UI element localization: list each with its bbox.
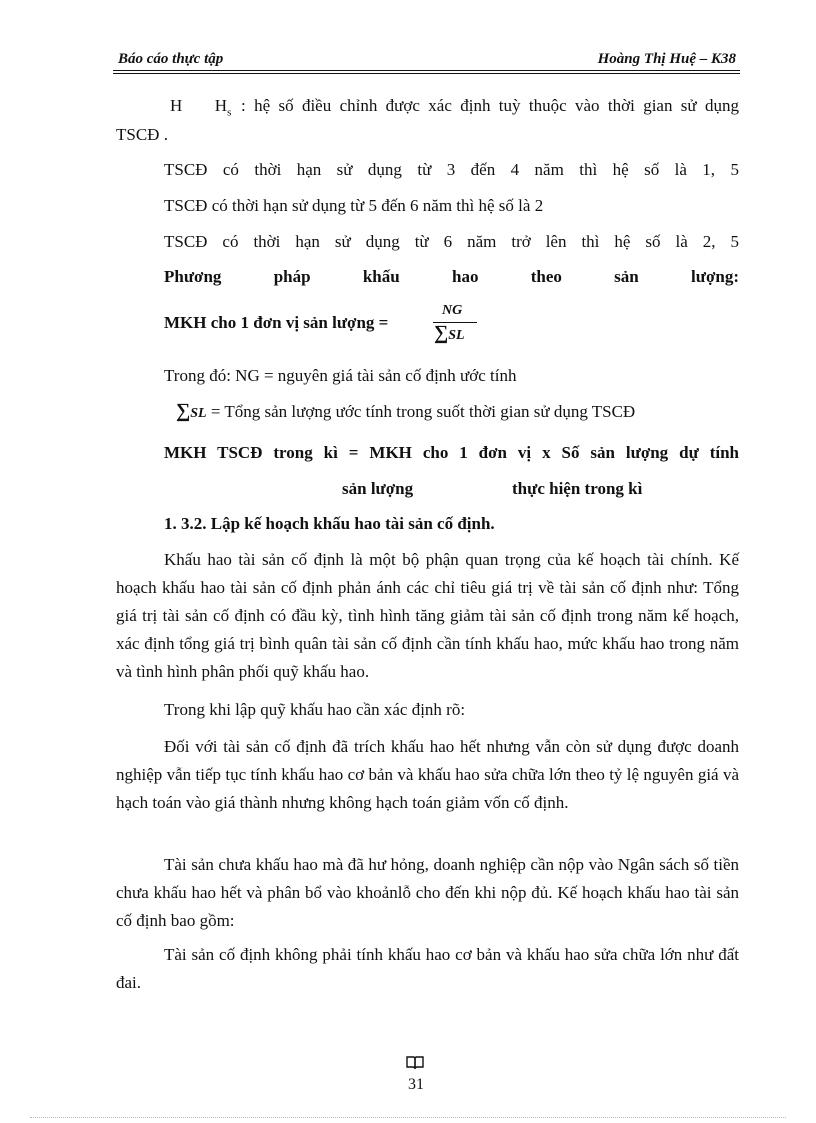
fraction-numerator: NG: [442, 303, 463, 318]
hs-subscript: s: [227, 106, 232, 119]
rule-1: TSCĐ có thời hạn sử dụng từ 3 đến 4 năm thì hệ số là 1, 5: [164, 160, 739, 179]
sl-definition: ∑SL = Tổng sản lượng ước tính trong suốt thời gian sử dụng TSCĐ: [176, 400, 636, 422]
hs-prefix: H: [170, 96, 183, 115]
mkh-period: MKH TSCĐ trong kì = MKH cho 1 đơn vị x Số sản lượng dự tính: [164, 443, 739, 462]
hs-symbol: H: [214, 96, 228, 115]
fraction-denominator: ∑SL: [434, 322, 465, 344]
paragraph-3: Đối với tài sản cố định đã trích khấu hao hết nhưng vẫn còn sử dụng được doanh nghiệp vẫn tiếp tục tính khấu hao cơ bản và khấu hao sửa chữa lớn theo tỷ lệ nguyên giá và hạch toán vào giá thành nhưng không hạch toán giảm vốn cố định.: [116, 737, 739, 812]
paragraph-5: Tài sản cố định không phải tính khấu hao cơ bản và khấu hao sửa chữa lớn như đất đai.: [116, 945, 739, 992]
page-number: 31: [408, 1076, 424, 1093]
rule-3: TSCĐ có thời hạn sử dụng từ 6 năm trở lên thì hệ số là 2, 5: [164, 232, 739, 251]
rule-2: TSCĐ có thời hạn sử dụng từ 5 đến 6 năm thì hệ số là 2: [164, 196, 544, 215]
paragraph-2: Trong khi lập quỹ khấu hao cần xác định rõ:: [164, 700, 466, 719]
section-title: 1. 3.2. Lập kế hoạch khấu hao tài sản cố định.: [164, 514, 495, 533]
mkh-under-1: sản lượng: [342, 479, 414, 498]
hs-text: : hệ số điều chỉnh được xác định tuỳ thuộc vào thời gian sử dụng: [241, 96, 739, 115]
method-heading: Phương pháp khấu hao theo sản lượng:: [164, 267, 739, 286]
mkh-label: MKH cho 1 đơn vị sản lượng =: [164, 313, 389, 332]
bottom-rule: [30, 1117, 786, 1118]
mkh-under-2: thực hiện trong kì: [512, 479, 643, 498]
header-left: Báo cáo thực tập: [118, 51, 224, 67]
paragraph-4: Tài sản chưa khấu hao mà đã hư hỏng, doanh nghiệp cần nộp vào Ngân sách số tiền chưa khấu hao hết và phân bổ vào khoảnlỗ cho đến khi nộp đủ. Kế hoạch khấu hao tài sản cố định bao gồm:: [116, 855, 739, 930]
paragraph-1: Khấu hao tài sản cố định là một bộ phận quan trọng của kế hoạch tài chính. Kế hoạch khấu hao tài sản cố định phản ánh các chỉ tiêu giá trị về tài sản cố định như: Tổng giá trị tài sản cố định có đầu kỳ, tình hình tăng giảm tài sản cố định trong năm kế hoạch, xác định tổng giá trị bình quân tài sản cố định cần tính khấu hao, mức khấu hao trong năm và tình hình phân phối quỹ khấu hao.: [116, 550, 739, 681]
header-right: Hoàng Thị Huệ – K38: [597, 51, 736, 67]
where-ng: Trong đó: NG = nguyên giá tài sản cố định ước tính: [164, 366, 517, 385]
hs-line: [170, 96, 231, 118]
header-rule: [113, 70, 740, 74]
book-icon: [406, 1055, 424, 1074]
hs-cont: TSCĐ .: [116, 125, 168, 144]
